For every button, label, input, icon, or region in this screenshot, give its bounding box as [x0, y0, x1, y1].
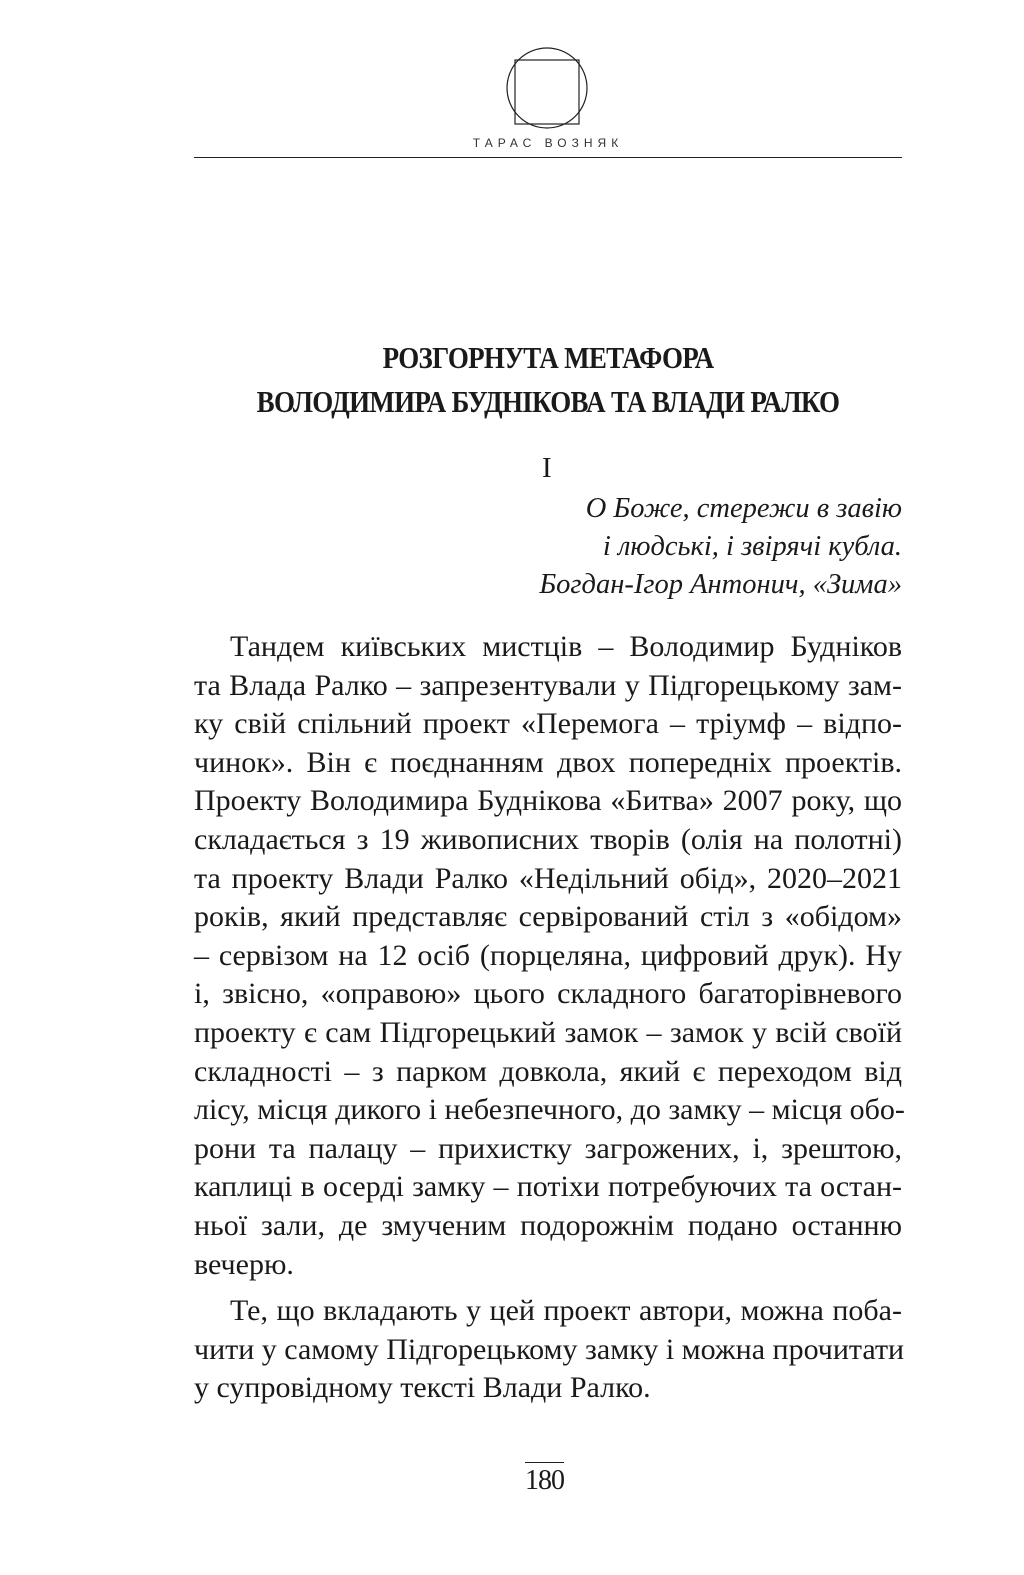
text-line: вечерю.: [194, 1247, 294, 1281]
text-line: та Влада Ралко – запрезентували у Підгорецькому зам-: [194, 668, 902, 702]
text-line: років, який представляє сервірований стіл з «обідом»: [194, 900, 902, 934]
running-head-author: ТАРАС ВОЗНЯК: [472, 136, 624, 150]
paragraph-spacer: [194, 1284, 902, 1292]
epigraph: [482, 490, 902, 604]
epigraph-line-2: і людські, і звірячі кубла.: [602, 531, 902, 562]
header-rule: [194, 157, 902, 158]
text-line: та проекту Влади Ралко «Недільний обід», 2020–2021: [194, 861, 902, 895]
section-number: І: [542, 452, 552, 484]
text-line: складається з 19 живописних творів (олія на полотні): [194, 822, 902, 856]
chapter-title-line-2: ВОЛОДИМИРА БУДНІКОВА ТА ВЛАДИ РАЛКО: [256, 384, 840, 419]
circle-square-logo-icon: [505, 46, 589, 130]
text-line: чинок». Він є поєднанням двох попередніх проектів.: [194, 745, 902, 779]
chapter-title-line-1: РОЗГОРНУТА МЕТАФОРА: [382, 340, 714, 375]
text-line: проекту є сам Підгорецький замок – замок у всій своїй: [194, 1015, 902, 1049]
chapter-title: [240, 336, 856, 424]
text-line: – сервізом на 12 осіб (порцеляна, цифровий друк). Ну: [194, 938, 902, 972]
text-line: рони та палацу – прихистку загрожених, і, зрештою,: [194, 1131, 902, 1165]
text-line: складності – з парком довкола, який є переходом від: [194, 1054, 902, 1088]
text-line: чити у самому Підгорецькому замку і можна прочитати: [194, 1332, 905, 1366]
text-line: Проекту Володимира Буднікова «Битва» 2007 року, що: [194, 784, 902, 818]
page-number: 180: [525, 1462, 564, 1497]
paragraph-2: [194, 1292, 905, 1408]
epigraph-attribution: Богдан-Ігор Антонич, «Зима»: [539, 569, 902, 600]
text-line: ньої зали, де змученим подорожнім подано останню: [194, 1208, 902, 1242]
text-line: ку свій спільний проект «Перемога – тріумф – відпо-: [194, 707, 902, 741]
text-line: у супровідному тексті Влади Ралко.: [194, 1371, 651, 1405]
text-line: і, звісно, «оправою» цього складного багаторівневого: [194, 977, 902, 1011]
text-line: Те, що вкладають у цей проект автори, можна поба-: [230, 1294, 902, 1328]
paragraph-1: [194, 628, 905, 1284]
text-line: каплиці в осерді замку – потіхи потребуючих та остан-: [194, 1170, 902, 1204]
body-text: [194, 628, 905, 1408]
epigraph-line-1: О Боже, стережи в завію: [585, 493, 902, 524]
text-line: Тандем київських мистців – Володимир Будніков: [230, 630, 902, 663]
text-line: лісу, місця дикого і небезпечного, до замку – місця обо-: [194, 1093, 905, 1127]
